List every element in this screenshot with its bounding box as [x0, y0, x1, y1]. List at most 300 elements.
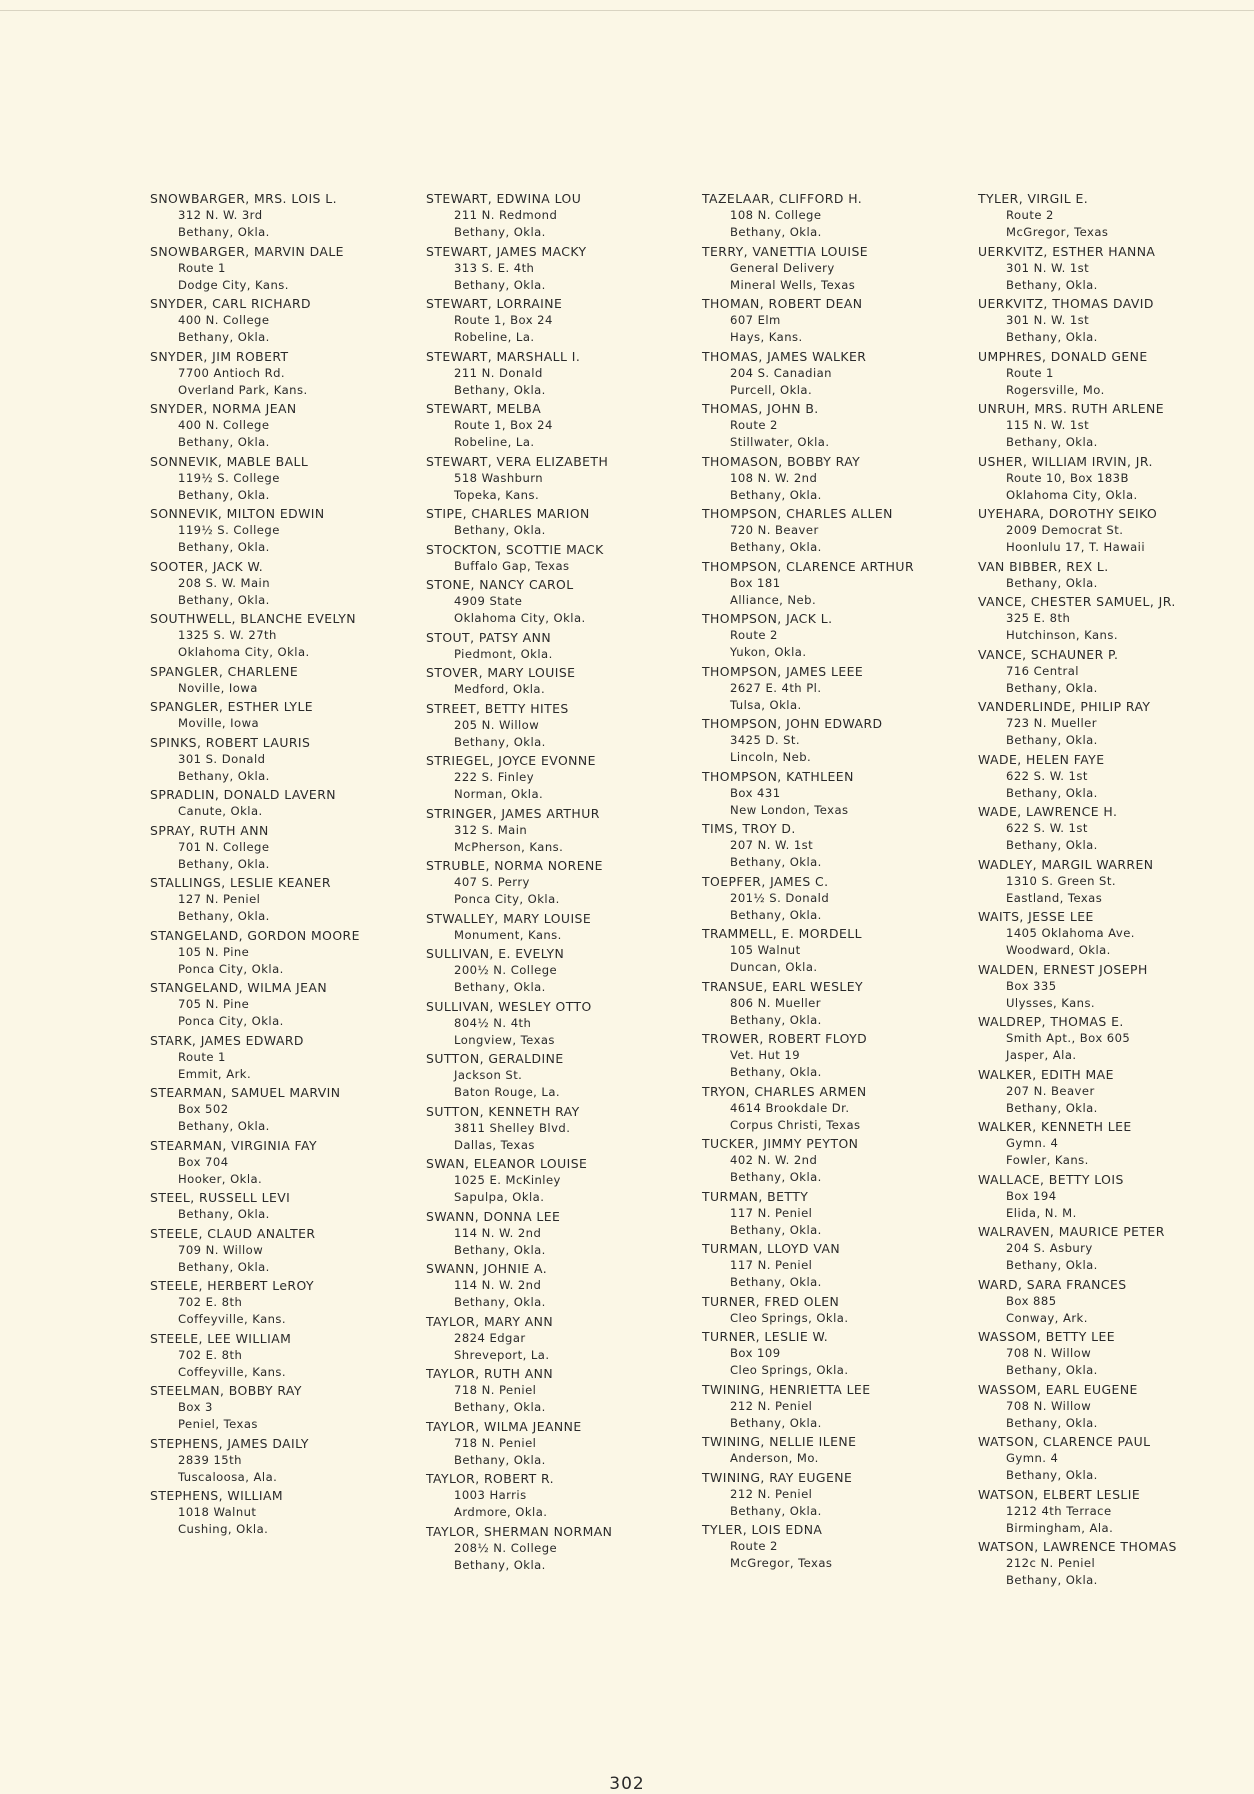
directory-entry — [150, 822, 426, 873]
entry-address-line: Rogersville, Mo. — [1006, 382, 1105, 397]
entry-address-line: Robeline, La. — [454, 435, 535, 450]
entry-address-line: Hays, Kans. — [730, 330, 803, 345]
directory-entry — [978, 1433, 1254, 1484]
entry-name: SNYDER, NORMA JEAN — [150, 401, 297, 416]
directory-entry — [426, 295, 702, 346]
entry-address-line: 708 N. Willow — [1006, 1398, 1092, 1413]
entry-address-line: Bethany, Okla. — [178, 330, 270, 345]
entry-address-line: Box 181 — [730, 575, 781, 590]
entry-address-line: Lincoln, Neb. — [730, 750, 812, 765]
entry-address-line: Cleo Springs, Okla. — [730, 1363, 849, 1378]
directory-entry — [150, 558, 426, 609]
entry-address-line: Peniel, Texas — [178, 1417, 258, 1432]
directory-entry — [702, 1188, 978, 1239]
directory-entry — [978, 646, 1254, 697]
entry-address-line: Bethany, Okla. — [1006, 838, 1098, 853]
entry-name: STEELE, CLAUD ANALTER — [150, 1225, 316, 1241]
directory-entry — [426, 1470, 702, 1521]
entry-name: STWALLEY, MARY LOUISE — [426, 910, 592, 926]
entry-address-line: Bethany, Okla. — [178, 1259, 270, 1274]
entry-name: TRYON, CHARLES ARMEN — [702, 1083, 867, 1099]
entry-address-line: 114 N. W. 2nd — [454, 1225, 542, 1240]
entry-address-line: Route 1, Box 24 — [454, 418, 553, 433]
entry-address-line: Route 2 — [730, 418, 778, 433]
directory-entry — [150, 505, 426, 556]
entry-name: VANDERLINDE, PHILIP RAY — [978, 699, 1151, 714]
entry-address-line: 207 N. W. 1st — [730, 838, 814, 853]
entry-name: WATSON, LAWRENCE THOMAS — [978, 1539, 1177, 1554]
entry-address-line: Hooker, Okla. — [178, 1171, 263, 1186]
entry-address-line: Alliance, Neb. — [730, 592, 817, 607]
directory-entry — [702, 1083, 978, 1134]
entry-name: TURMAN, BETTY — [702, 1188, 809, 1204]
directory-entry — [978, 961, 1254, 1012]
directory-entry — [426, 1208, 702, 1259]
directory-entry — [978, 1118, 1254, 1169]
entry-address-line: Oklahoma City, Okla. — [454, 611, 586, 626]
entry-address-line: 607 Elm — [730, 313, 781, 328]
entry-name: SNYDER, CARL RICHARD — [150, 296, 311, 311]
entry-address-line: Bethany, Okla. — [730, 1170, 822, 1185]
directory-entry — [426, 805, 702, 856]
entry-address-line: Yukon, Okla. — [730, 645, 807, 660]
entry-address-line: Corpus Christi, Texas — [730, 1117, 861, 1132]
directory-entry — [426, 400, 702, 451]
entry-address-line: 211 N. Donald — [454, 365, 543, 380]
directory-entry — [702, 820, 978, 871]
entry-address-line: Bethany, Okla. — [178, 592, 270, 607]
entry-address-line: McGregor, Texas — [1006, 225, 1109, 240]
directory-entry — [702, 295, 978, 346]
entry-name: WALDREP, THOMAS E. — [978, 1014, 1124, 1029]
entry-name: THOMPSON, CHARLES ALLEN — [702, 506, 893, 521]
entry-name: STALLINGS, LESLIE KEANER — [150, 875, 331, 890]
entry-name: VANCE, SCHAUNER P. — [978, 646, 1119, 662]
entry-address-line: 708 N. Willow — [1006, 1346, 1092, 1361]
directory-entry — [702, 505, 978, 556]
entry-name: TYLER, LOIS EDNA — [702, 1522, 823, 1537]
entry-address-line: Baton Rouge, La. — [454, 1085, 561, 1100]
directory-entry — [978, 751, 1254, 802]
entry-name: TIMS, TROY D. — [702, 821, 796, 836]
directory-entry — [702, 243, 978, 294]
entry-address-line: Box 335 — [1006, 978, 1057, 993]
directory-entry — [978, 1381, 1254, 1432]
entry-address-line: Bethany, Okla. — [1006, 1468, 1098, 1483]
entry-address-line: Bethany, Okla. — [454, 1557, 546, 1572]
entry-address-line: Ulysses, Kans. — [1006, 995, 1096, 1010]
directory-column-2 — [426, 190, 702, 1575]
entry-address-line: 1310 S. Green St. — [1006, 873, 1116, 888]
entry-address-line: Eastland, Texas — [1006, 890, 1103, 905]
entry-address-line: 211 N. Redmond — [454, 208, 558, 223]
entry-address-line: Route 2 — [730, 1539, 778, 1554]
directory-entry — [150, 874, 426, 925]
entry-address-line: Ponca City, Okla. — [178, 961, 284, 976]
entry-address-line: 108 N. College — [730, 208, 822, 223]
entry-address-line: Bethany, Okla. — [1006, 785, 1098, 800]
entry-name: SPRADLIN, DONALD LAVERN — [150, 787, 336, 802]
directory-entry — [426, 1313, 702, 1364]
entry-name: SNOWBARGER, MARVIN DALE — [150, 243, 344, 259]
entry-address-line: Bethany, Okla. — [178, 540, 270, 555]
directory-entry — [150, 1225, 426, 1276]
directory-entry — [150, 927, 426, 978]
entry-address-line: 301 N. W. 1st — [1006, 313, 1090, 328]
directory-entry — [702, 558, 978, 609]
entry-name: STANGELAND, GORDON MOORE — [150, 927, 360, 943]
entry-name: UERKVITZ, THOMAS DAVID — [978, 296, 1154, 311]
directory-entry — [978, 593, 1254, 644]
entry-address-line: 2824 Edgar — [454, 1330, 526, 1345]
directory-entry — [426, 1365, 702, 1416]
directory-entry — [702, 1433, 978, 1467]
entry-address-line: 114 N. W. 2nd — [454, 1278, 542, 1293]
entry-name: WADE, LAWRENCE H. — [978, 804, 1118, 819]
directory-entry — [978, 295, 1254, 346]
entry-address-line: Route 1 — [1006, 365, 1054, 380]
entry-address-line: Hutchinson, Kans. — [1006, 628, 1118, 643]
entry-address-line: Longview, Texas — [454, 1032, 555, 1047]
entry-name: UMPHRES, DONALD GENE — [978, 348, 1148, 364]
directory-entry — [426, 945, 702, 996]
entry-address-line: 720 N. Beaver — [730, 523, 819, 538]
top-rule — [0, 10, 1254, 11]
directory-entry — [978, 348, 1254, 399]
entry-address-line: Bethany, Okla. — [454, 382, 546, 397]
entry-address-line: 127 N. Peniel — [178, 892, 261, 907]
entry-address-line: Gymn. 4 — [1006, 1451, 1059, 1466]
entry-name: TAYLOR, MARY ANN — [426, 1313, 554, 1329]
entry-name: STEWART, MELBA — [426, 401, 542, 416]
directory-entry — [978, 1013, 1254, 1064]
entry-address-line: Tulsa, Okla. — [730, 697, 802, 712]
entry-name: THOMAS, JAMES WALKER — [702, 348, 867, 364]
entry-name: STRINGER, JAMES ARTHUR — [426, 805, 600, 821]
entry-name: UNRUH, MRS. RUTH ARLENE — [978, 401, 1165, 416]
directory-entry — [978, 505, 1254, 556]
directory-entry — [702, 925, 978, 976]
entry-name: STRUBLE, NORMA NORENE — [426, 858, 603, 873]
entry-name: WADLEY, MARGIL WARREN — [978, 856, 1154, 872]
entry-name: STANGELAND, WILMA JEAN — [150, 980, 328, 995]
directory-entry — [426, 243, 702, 294]
entry-address-line: 400 N. College — [178, 418, 270, 433]
entry-address-line: Conway, Ark. — [1006, 1310, 1088, 1325]
directory-entry — [702, 663, 978, 714]
entry-address-line: 200½ N. College — [454, 963, 558, 978]
entry-name: TAYLOR, SHERMAN NORMAN — [426, 1523, 613, 1539]
entry-address-line: Bethany, Okla. — [1006, 1573, 1098, 1588]
directory-entry — [426, 541, 702, 575]
entry-name: SULLIVAN, E. EVELYN — [426, 946, 565, 961]
entry-address-line: 207 N. Beaver — [1006, 1083, 1095, 1098]
entry-address-line: Bethany, Okla. — [454, 1400, 546, 1415]
entry-address-line: 201½ S. Donald — [730, 890, 830, 905]
directory-entry — [150, 663, 426, 697]
directory-entry — [150, 453, 426, 504]
entry-name: THOMPSON, JAMES LEEE — [702, 663, 864, 679]
directory-entry — [702, 1135, 978, 1186]
entry-address-line: 702 E. 8th — [178, 1347, 243, 1362]
entry-name: SPRAY, RUTH ANN — [150, 822, 269, 838]
entry-address-line: 108 N. W. 2nd — [730, 470, 818, 485]
entry-address-line: 208 S. W. Main — [178, 575, 271, 590]
entry-address-line: Vet. Hut 19 — [730, 1048, 801, 1063]
entry-address-line: Medford, Okla. — [454, 682, 546, 697]
directory-entry — [426, 1155, 702, 1206]
directory-entry — [702, 978, 978, 1029]
entry-address-line: Elida, N. M. — [1006, 1205, 1077, 1220]
entry-name: STARK, JAMES EDWARD — [150, 1032, 304, 1048]
entry-name: WAITS, JESSE LEE — [978, 909, 1094, 924]
entry-address-line: Bethany, Okla. — [454, 1295, 546, 1310]
entry-address-line: Bethany, Okla. — [178, 768, 270, 783]
entry-address-line: Fowler, Kans. — [1006, 1153, 1089, 1168]
entry-name: TAYLOR, RUTH ANN — [426, 1366, 554, 1381]
entry-address-line: 1325 S. W. 27th — [178, 628, 277, 643]
directory-entry — [702, 715, 978, 766]
entry-address-line: Bethany, Okla. — [454, 1242, 546, 1257]
directory-entry — [426, 700, 702, 751]
entry-name: SNOWBARGER, MRS. LOIS L. — [150, 191, 337, 206]
entry-address-line: Oklahoma City, Okla. — [1006, 487, 1138, 502]
entry-address-line: 212c N. Peniel — [1006, 1556, 1096, 1571]
directory-entry — [702, 1030, 978, 1081]
entry-address-line: 205 N. Willow — [454, 717, 540, 732]
entry-address-line: 518 Washburn — [454, 470, 544, 485]
entry-address-line: Bethany, Okla. — [1006, 330, 1098, 345]
directory-entry — [426, 664, 702, 698]
directory-entry — [702, 190, 978, 241]
entry-name: WATSON, CLARENCE PAUL — [978, 1434, 1151, 1449]
entry-address-line: Coffeyville, Kans. — [178, 1312, 287, 1327]
entry-name: SNYDER, JIM ROBERT — [150, 348, 289, 364]
entry-address-line: 312 N. W. 3rd — [178, 208, 263, 223]
entry-address-line: Sapulpa, Okla. — [454, 1190, 545, 1205]
entry-address-line: 301 N. W. 1st — [1006, 260, 1090, 275]
directory-entry — [702, 1521, 978, 1572]
entry-address-line: 119½ S. College — [178, 523, 280, 538]
entry-address-line: Route 1 — [178, 1049, 226, 1064]
entry-name: SPANGLER, ESTHER LYLE — [150, 699, 314, 714]
entry-name: WALDEN, ERNEST JOSEPH — [978, 961, 1148, 977]
entry-name: TAYLOR, ROBERT R. — [426, 1471, 555, 1486]
entry-name: WALLACE, BETTY LOIS — [978, 1171, 1124, 1187]
entry-address-line: Bethany, Okla. — [730, 1503, 822, 1518]
directory-entry — [702, 453, 978, 504]
entry-name: SUTTON, GERALDINE — [426, 1051, 564, 1066]
entry-address-line: Bethany, Okla. — [178, 435, 270, 450]
directory-entry — [150, 243, 426, 294]
directory-entry — [150, 1084, 426, 1135]
entry-address-line: 312 S. Main — [454, 822, 528, 837]
entry-name: STRIEGEL, JOYCE EVONNE — [426, 753, 596, 768]
entry-address-line: Box 194 — [1006, 1188, 1057, 1203]
page-number: 302 — [609, 1774, 645, 1794]
directory-entry — [702, 1328, 978, 1379]
entry-address-line: Birmingham, Ala. — [1006, 1520, 1114, 1535]
directory-entry — [150, 1487, 426, 1538]
entry-address-line: Box 3 — [178, 1400, 213, 1415]
entry-address-line: Bethany, Okla. — [1006, 277, 1098, 292]
entry-name: STEEL, RUSSELL LEVI — [150, 1190, 291, 1205]
entry-address-line: Piedmont, Okla. — [454, 646, 553, 661]
directory-entry — [978, 1223, 1254, 1274]
entry-name: STEWART, MARSHALL I. — [426, 348, 581, 364]
directory-entry — [426, 910, 702, 944]
directory-entry — [150, 698, 426, 732]
entry-address-line: 4909 State — [454, 594, 523, 609]
entry-address-line: 204 S. Asbury — [1006, 1241, 1093, 1256]
entry-name: SPANGLER, CHARLENE — [150, 663, 299, 679]
directory-entry — [978, 1538, 1254, 1589]
entry-address-line: Canute, Okla. — [178, 804, 263, 819]
entry-address-line: Bethany, Okla. — [1006, 1258, 1098, 1273]
entry-address-line: 212 N. Peniel — [730, 1486, 813, 1501]
entry-name: SWANN, DONNA LEE — [426, 1208, 561, 1224]
entry-address-line: Bethany, Okla. — [1006, 680, 1098, 695]
directory-entry — [978, 1486, 1254, 1537]
entry-address-line: 402 N. W. 2nd — [730, 1153, 818, 1168]
directory-entry — [150, 786, 426, 820]
entry-name: STEELE, HERBERT LeROY — [150, 1278, 315, 1293]
entry-address-line: Box 431 — [730, 785, 781, 800]
entry-address-line: 716 Central — [1006, 663, 1079, 678]
directory-entry — [978, 908, 1254, 959]
entry-address-line: Noville, Iowa — [178, 680, 258, 695]
entry-address-line: 2627 E. 4th Pl. — [730, 680, 822, 695]
entry-address-line: Ardmore, Okla. — [454, 1505, 548, 1520]
directory-entry — [702, 768, 978, 819]
entry-address-line: Route 1, Box 24 — [454, 313, 553, 328]
entry-address-line: Duncan, Okla. — [730, 960, 818, 975]
entry-address-line: 806 N. Mueller — [730, 995, 821, 1010]
entry-name: STOVER, MARY LOUISE — [426, 665, 576, 680]
entry-address-line: Bethany, Okla. — [1006, 1100, 1098, 1115]
directory-entry — [150, 400, 426, 451]
entry-name: VANCE, CHESTER SAMUEL, JR. — [978, 594, 1176, 609]
entry-address-line: Bethany, Okla. — [454, 277, 546, 292]
entry-name: VAN BIBBER, REX L. — [978, 558, 1109, 574]
entry-address-line: 7700 Antioch Rd. — [178, 365, 286, 380]
directory-entry — [426, 998, 702, 1049]
entry-address-line: 3811 Shelley Blvd. — [454, 1120, 571, 1135]
entry-address-line: 723 N. Mueller — [1006, 716, 1097, 731]
entry-address-line: 4614 Brookdale Dr. — [730, 1100, 850, 1115]
entry-address-line: Hoonlulu 17, T. Hawaii — [1006, 540, 1146, 555]
entry-address-line: Bethany, Okla. — [178, 225, 270, 240]
entry-name: TYLER, VIRGIL E. — [978, 191, 1089, 206]
directory-entry — [978, 1066, 1254, 1117]
directory-entry — [702, 873, 978, 924]
entry-name: SUTTON, KENNETH RAY — [426, 1103, 580, 1119]
entry-name: TROWER, ROBERT FLOYD — [702, 1031, 868, 1046]
entry-name: THOMPSON, CLARENCE ARTHUR — [702, 558, 915, 574]
directory-entry — [978, 698, 1254, 749]
entry-address-line: 407 S. Perry — [454, 875, 530, 890]
directory-entry — [978, 453, 1254, 504]
entry-name: TWINING, HENRIETTA LEE — [702, 1381, 871, 1397]
entry-address-line: Bethany, Okla. — [1006, 1363, 1098, 1378]
directory-entry — [426, 1523, 702, 1574]
entry-name: STEWART, EDWINA LOU — [426, 191, 582, 206]
entry-name: SONNEVIK, MILTON EDWIN — [150, 506, 325, 521]
entry-name: UERKVITZ, ESTHER HANNA — [978, 243, 1156, 259]
entry-address-line: Topeka, Kans. — [454, 487, 540, 502]
entry-address-line: Emmit, Ark. — [178, 1066, 252, 1081]
entry-name: STREET, BETTY HITES — [426, 700, 569, 716]
entry-address-line: Bethany, Okla. — [1006, 733, 1098, 748]
entry-address-line: Jasper, Ala. — [1006, 1048, 1077, 1063]
entry-address-line: 204 S. Canadian — [730, 365, 832, 380]
entry-address-line: Bethany, Okla. — [730, 1065, 822, 1080]
entry-name: TOEPFER, JAMES C. — [702, 873, 829, 889]
entry-name: TAZELAAR, CLIFFORD H. — [702, 191, 863, 206]
entry-name: TURNER, LESLIE W. — [702, 1329, 829, 1344]
entry-name: TWINING, NELLIE ILENE — [702, 1434, 857, 1449]
entry-address-line: Robeline, La. — [454, 330, 535, 345]
entry-name: STEWART, JAMES MACKY — [426, 243, 587, 259]
entry-address-line: Route 2 — [1006, 208, 1054, 223]
entry-address-line: General Delivery — [730, 260, 835, 275]
entry-name: TURNER, FRED OLEN — [702, 1293, 840, 1309]
entry-name: STIPE, CHARLES MARION — [426, 506, 590, 521]
entry-address-line: Jackson St. — [454, 1068, 523, 1083]
entry-name: TUCKER, JIMMY PEYTON — [702, 1136, 859, 1151]
directory-entry — [978, 243, 1254, 294]
entry-address-line: Bethany, Okla. — [1006, 435, 1098, 450]
directory-entry — [426, 576, 702, 627]
entry-address-line: Smith Apt., Box 605 — [1006, 1031, 1131, 1046]
entry-name: STONE, NANCY CAROL — [426, 577, 574, 592]
entry-address-line: New London, Texas — [730, 802, 849, 817]
entry-address-line: 1212 4th Terrace — [1006, 1503, 1112, 1518]
entry-address-line: 119½ S. College — [178, 470, 280, 485]
directory-entry — [702, 400, 978, 451]
entry-address-line: Bethany, Okla. — [454, 734, 546, 749]
entry-address-line: Dodge City, Kans. — [178, 277, 289, 292]
entry-address-line: Moville, Iowa — [178, 716, 260, 731]
entry-name: SWANN, JOHNIE A. — [426, 1261, 548, 1276]
entry-address-line: McPherson, Kans. — [454, 839, 564, 854]
entry-address-line: 301 S. Donald — [178, 751, 266, 766]
entry-name: SONNEVIK, MABLE BALL — [150, 453, 309, 469]
entry-address-line: Norman, Okla. — [454, 787, 544, 802]
entry-address-line: Mineral Wells, Texas — [730, 277, 856, 292]
entry-name: WALKER, KENNETH LEE — [978, 1119, 1132, 1134]
entry-address-line: 705 N. Pine — [178, 997, 250, 1012]
directory-entry — [978, 856, 1254, 907]
entry-address-line: Bethany, Okla. — [1006, 1415, 1098, 1430]
directory-entry — [702, 1381, 978, 1432]
entry-address-line: Bethany, Okla. — [178, 856, 270, 871]
entry-address-line: Anderson, Mo. — [730, 1451, 819, 1466]
entry-name: THOMPSON, JACK L. — [702, 611, 833, 626]
entry-address-line: 325 E. 8th — [1006, 611, 1071, 626]
entry-name: TERRY, VANETTIA LOUISE — [702, 243, 869, 259]
entry-name: WALKER, EDITH MAE — [978, 1066, 1114, 1082]
entry-address-line: Box 502 — [178, 1102, 229, 1117]
entry-name: THOMAS, JOHN B. — [702, 401, 819, 416]
entry-address-line: Route 10, Box 183B — [1006, 470, 1129, 485]
entry-address-line: Box 885 — [1006, 1293, 1057, 1308]
directory-entry — [150, 1330, 426, 1381]
entry-address-line: Bethany, Okla. — [454, 225, 546, 240]
entry-name: WATSON, ELBERT LESLIE — [978, 1486, 1141, 1502]
entry-name: WALRAVEN, MAURICE PETER — [978, 1224, 1165, 1239]
entry-name: STOUT, PATSY ANN — [426, 629, 552, 645]
